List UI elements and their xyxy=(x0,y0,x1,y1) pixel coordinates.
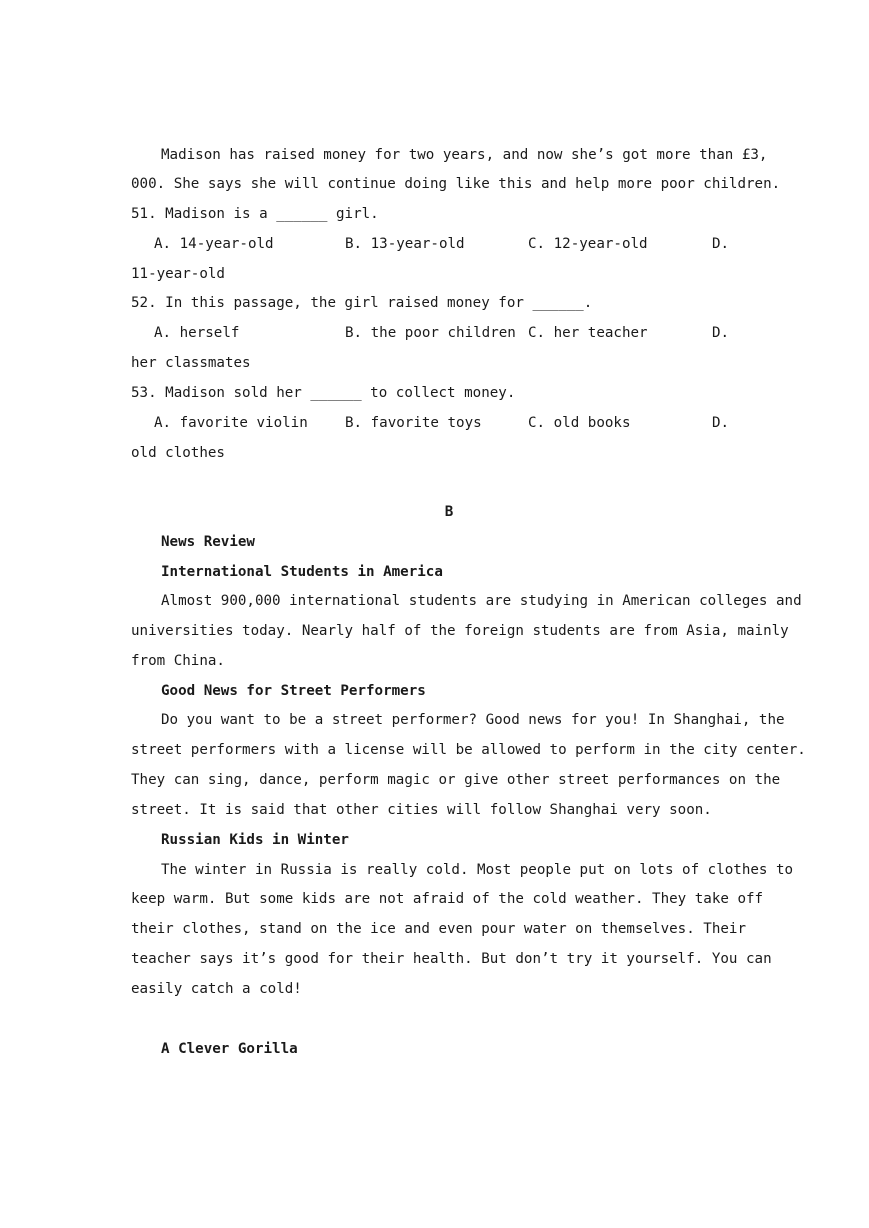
paragraph-line: street. It is said that other cities will follow Shanghai very soon. xyxy=(131,802,712,818)
option-d-text: 11-year-old xyxy=(131,266,225,282)
option-a: A. favorite violin xyxy=(154,415,308,431)
option-b: B. 13-year-old xyxy=(345,236,465,252)
option-d-text: her classmates xyxy=(131,355,251,371)
options-row-51 xyxy=(131,229,737,259)
paragraph-line: Madison has raised money for two years, and now she’s got more than £3, xyxy=(161,147,768,163)
paragraph-line: The winter in Russia is really cold. Most people put on lots of clothes to xyxy=(161,862,794,878)
option-d: D. xyxy=(712,415,730,431)
article-title: Good News for Street Performers xyxy=(161,683,426,699)
option-c: C. her teacher xyxy=(528,325,648,341)
option-b: B. the poor children xyxy=(345,325,516,341)
paragraph-line: Almost 900,000 international students are studying in American colleges and xyxy=(161,593,802,609)
option-c: C. old books xyxy=(528,415,631,431)
option-a: A. 14-year-old xyxy=(154,236,274,252)
option-a: A. herself xyxy=(154,325,240,341)
options-row-53 xyxy=(131,408,737,438)
article-title: A Clever Gorilla xyxy=(161,1041,298,1057)
options-row-52 xyxy=(131,318,737,348)
option-c: C. 12-year-old xyxy=(528,236,648,252)
section-heading: News Review xyxy=(161,534,255,550)
paragraph-line: They can sing, dance, perform magic or give other street performances on the xyxy=(131,772,781,788)
question-stem-53: 53. Madison sold her ______ to collect money. xyxy=(131,385,516,401)
option-d-text: old clothes xyxy=(131,445,225,461)
question-stem-51: 51. Madison is a ______ girl. xyxy=(131,206,379,222)
option-b: B. favorite toys xyxy=(345,415,482,431)
paragraph-line: 000. She says she will continue doing like this and help more poor children. xyxy=(131,176,781,192)
article-title: International Students in America xyxy=(161,564,443,580)
question-stem-52: 52. In this passage, the girl raised money for ______. xyxy=(131,295,593,311)
section-label: B xyxy=(444,504,454,520)
paragraph-line: from China. xyxy=(131,653,225,669)
option-d: D. xyxy=(712,325,730,341)
article-title: Russian Kids in Winter xyxy=(161,832,349,848)
paragraph-line: teacher says it’s good for their health. But don’t try it yourself. You can xyxy=(131,951,772,967)
paragraph-line: universities today. Nearly half of the foreign students are from Asia, mainly xyxy=(131,623,789,639)
paragraph-line: keep warm. But some kids are not afraid of the cold weather. They take off xyxy=(131,891,764,907)
option-d: D. xyxy=(712,236,730,252)
paragraph-line: Do you want to be a street performer? Good news for you! In Shanghai, the xyxy=(161,712,785,728)
paragraph-line: street performers with a license will be allowed to perform in the city center. xyxy=(131,742,806,758)
paragraph-line: their clothes, stand on the ice and even pour water on themselves. Their xyxy=(131,921,746,937)
paragraph-line: easily catch a cold! xyxy=(131,981,302,997)
